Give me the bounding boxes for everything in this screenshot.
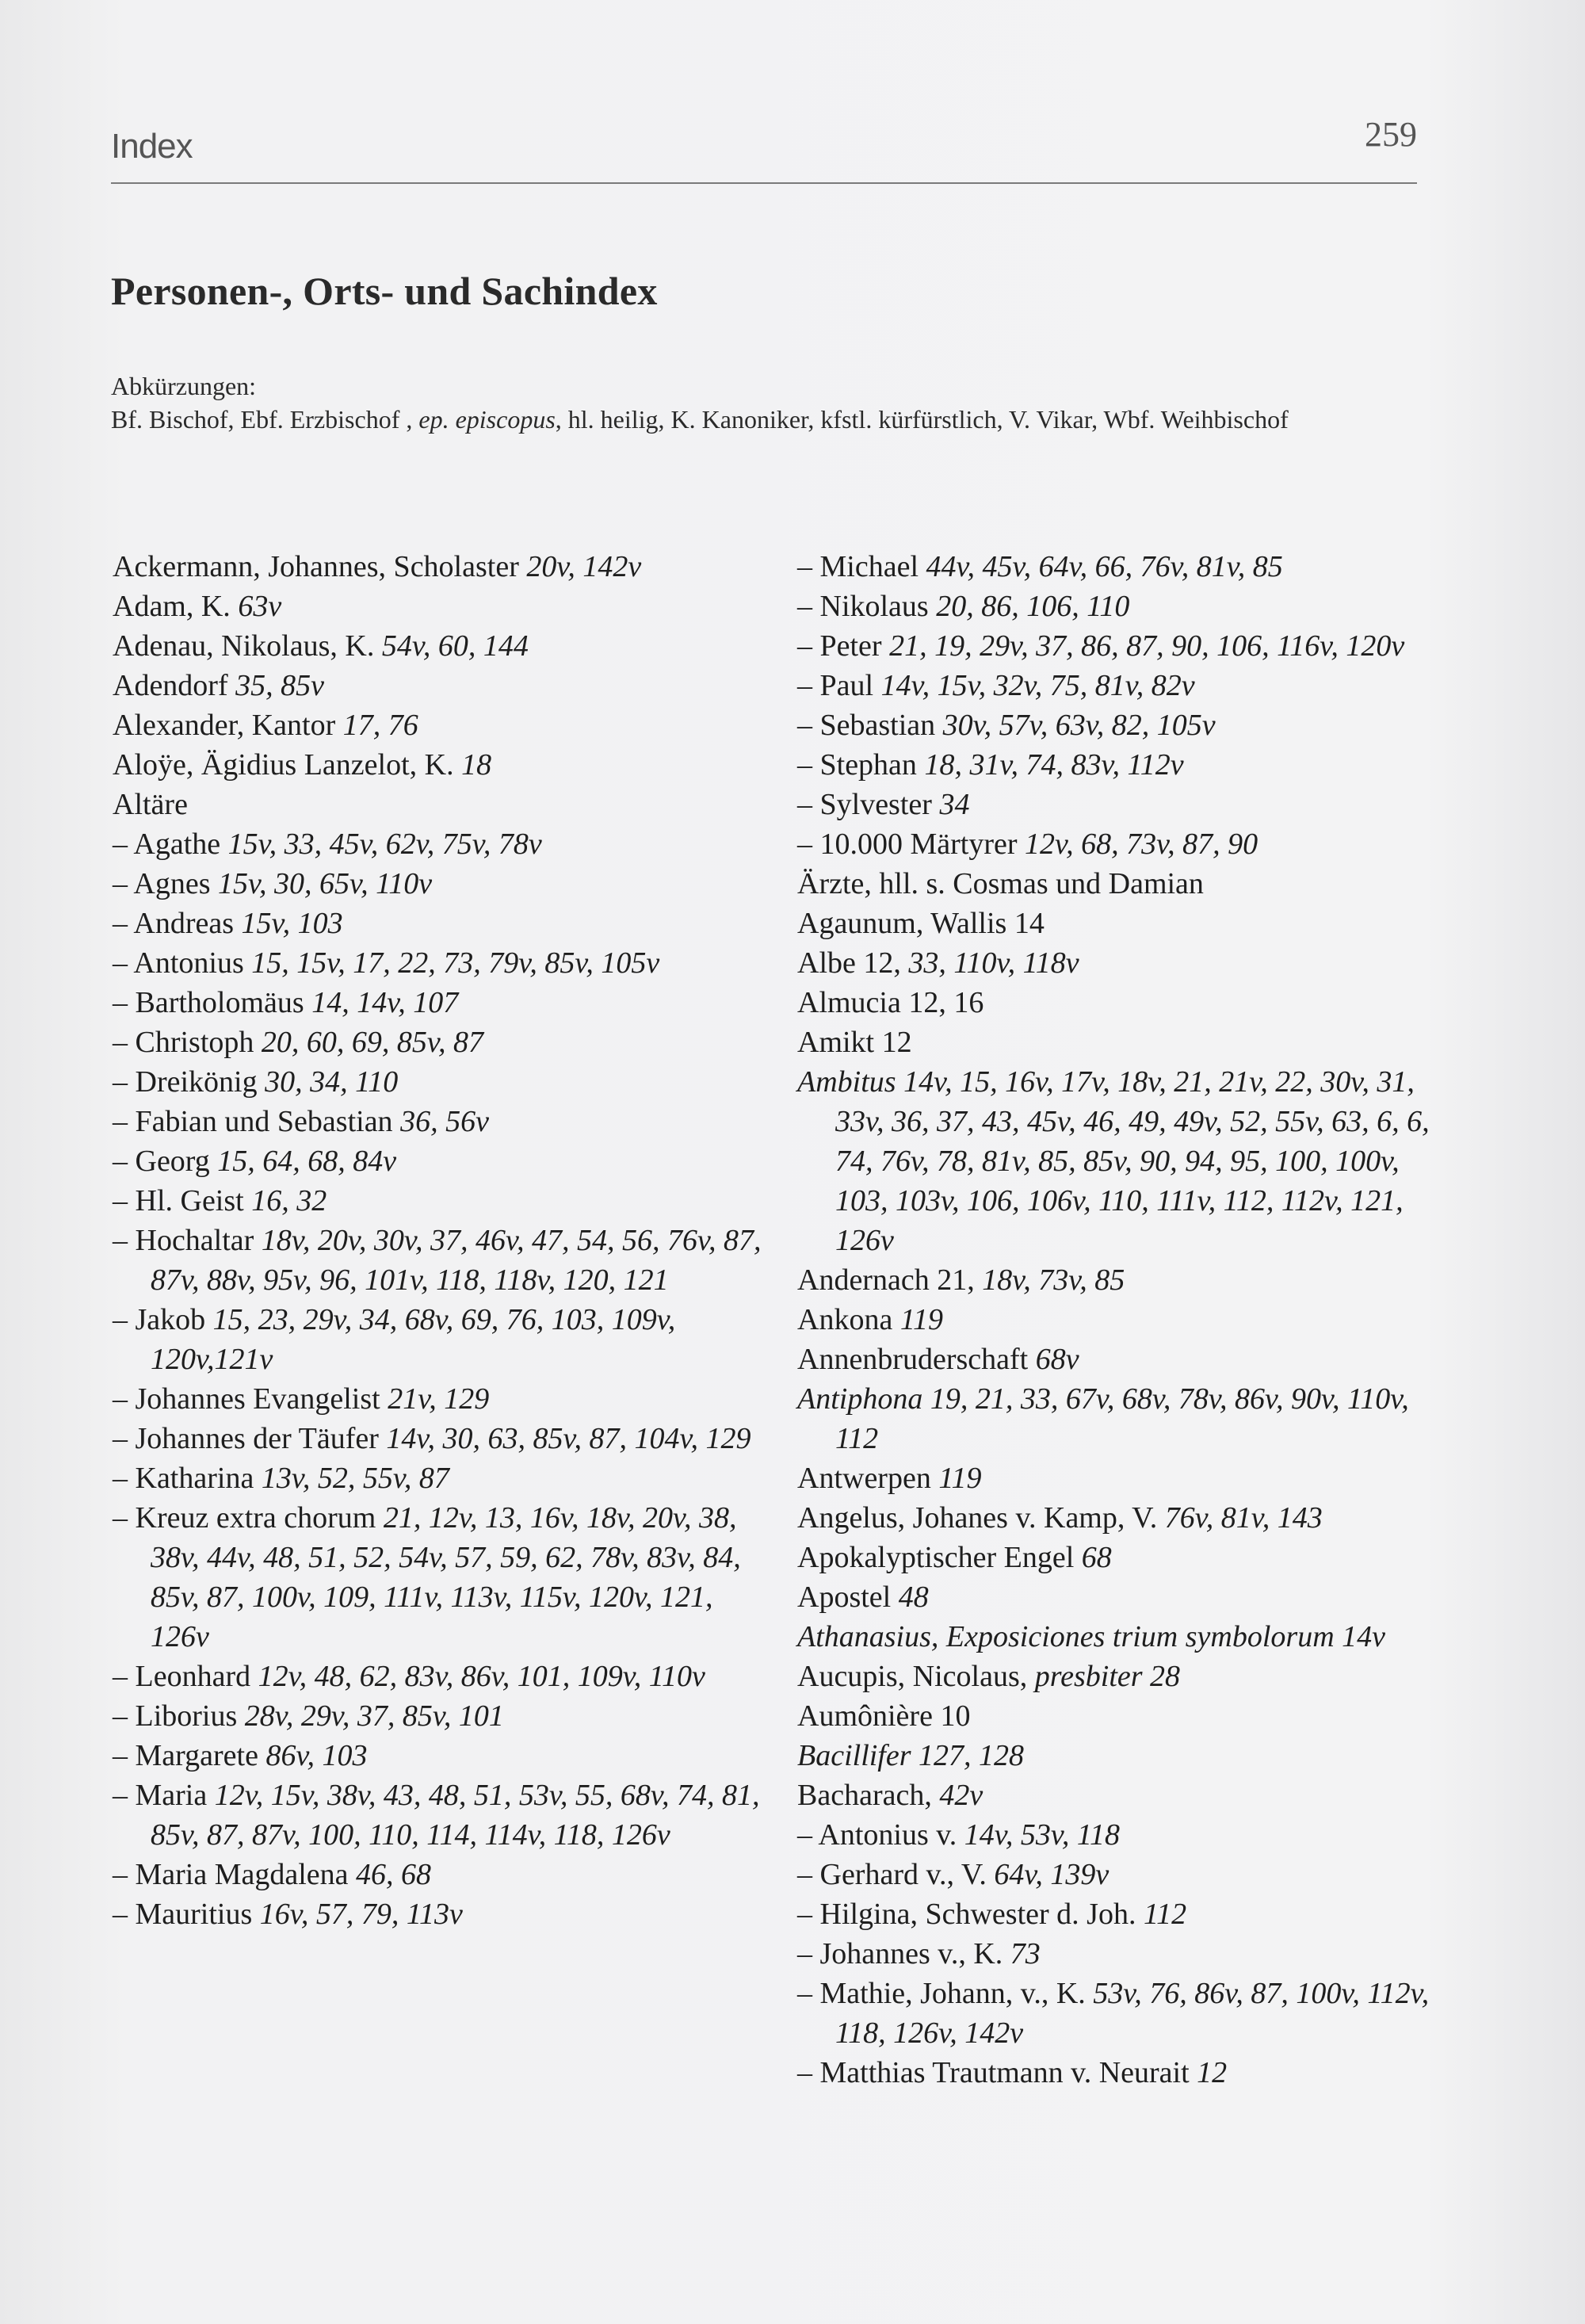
index-entry-refs: 44v, 45v, 64v, 66, 76v, 81v, 85 [926, 550, 1283, 583]
running-title: Index [111, 127, 193, 166]
index-entry-head: – Katharina [113, 1462, 262, 1495]
index-entry [113, 1181, 770, 1221]
index-entry-head: – Mauritius [113, 1898, 260, 1931]
index-entry [797, 1934, 1431, 1974]
index-entry-head: – Mathie, Johann, v., K. [797, 1977, 1094, 2010]
index-entry-head: Aucupis, Nicolaus, [797, 1660, 1035, 1693]
index-entry [113, 824, 770, 864]
index-entry-refs: 15, 64, 68, 84v [217, 1145, 397, 1178]
index-entry [797, 864, 1431, 904]
index-entry-refs: 12v, 68, 73v, 87, 90 [1025, 828, 1258, 861]
index-entry [797, 943, 1431, 983]
index-entry [797, 626, 1431, 666]
index-entry [797, 1022, 1431, 1062]
abbreviations-part-1: Bf. Bischof, Ebf. Erzbischof , [111, 405, 419, 434]
index-entry-refs: 12v, 48, 62, 83v, 86v, 101, 109v, 110v [258, 1660, 705, 1693]
index-entry [113, 547, 770, 587]
index-entry [113, 1498, 770, 1657]
index-entry [797, 1260, 1431, 1300]
index-entry-head: – Margarete [113, 1739, 266, 1772]
index-entry [113, 864, 770, 904]
index-entry-head: – Liborius [113, 1699, 245, 1733]
index-entry [113, 626, 770, 666]
index-entry [797, 1062, 1431, 1260]
index-entry-head: Albe 12, [797, 946, 909, 980]
index-entry-refs: 20v, 142v [526, 550, 642, 583]
index-entry [797, 587, 1431, 626]
index-entry-refs: 21, 19, 29v, 37, 86, 87, 90, 106, 116v, 120v [889, 629, 1405, 663]
index-entry-head: – Johannes v., K. [797, 1937, 1010, 1970]
index-entry [797, 1696, 1431, 1736]
index-entry-refs: 112 [1143, 1898, 1187, 1931]
index-column-right [797, 547, 1431, 2093]
index-column-left [113, 547, 770, 1934]
index-entry-refs: 119 [938, 1462, 982, 1495]
index-entry [113, 1102, 770, 1141]
index-entry-refs: 19, 21, 33, 67v, 68v, 78v, 86v, 90v, 110v, 112 [835, 1382, 1409, 1455]
index-entry-refs: 16v, 57, 79, 113v [259, 1898, 463, 1931]
index-entry-head: Agaunum, Wallis 14 [797, 907, 1045, 940]
index-entry [797, 547, 1431, 587]
index-entry [113, 666, 770, 705]
index-entry-head: – 10.000 Märtyrer [797, 828, 1025, 861]
index-entry-head: – Hilgina, Schwester d. Joh. [797, 1898, 1144, 1931]
index-entry [797, 1340, 1431, 1379]
index-entry-refs: 18 [461, 748, 492, 782]
index-entry-head: Antiphona [797, 1382, 930, 1416]
index-entry-refs: 14v, 15, 16v, 17v, 18v, 21, 21v, 22, 30v, 31, 33v, 36, 37, 43, 45v, 46, 49, 49v, 52, 55v, 63, 6, 6, 74, 76v, 78, 81v, 85, 85v, 90, 94, 95, 100, 100v, 103, 103v, 106, 106v, 110, 111v, 112, 112v, 121, 126v [835, 1065, 1430, 1257]
index-entry-head: – Dreikönig [113, 1065, 265, 1099]
index-entry-refs: 42v [939, 1779, 983, 1812]
index-entry [113, 1379, 770, 1419]
index-entry-head: Altäre [113, 788, 188, 821]
index-entry-head: Alexander, Kantor [113, 709, 343, 742]
index-entry [797, 745, 1431, 785]
index-entry [797, 2053, 1431, 2093]
index-entry-head: – Matthias Trautmann v. Neurait [797, 2056, 1197, 2089]
index-entry-head: Ärzte, hll. s. Cosmas und Damian [797, 867, 1204, 900]
index-entry-head: – Andreas [113, 907, 242, 940]
index-entry-refs: 12v, 15v, 38v, 43, 48, 51, 53v, 55, 68v, 74, 81, 85v, 87, 87v, 100, 110, 114, 114v, 118, 126v [151, 1779, 760, 1852]
index-entry [113, 1062, 770, 1102]
index-entry-refs: 18, 31v, 74, 83v, 112v [924, 748, 1184, 782]
index-entry-head: – Kreuz extra chorum [113, 1501, 384, 1535]
index-entry-head: Almucia 12, 16 [797, 986, 984, 1019]
index-entry-head: – Paul [797, 669, 881, 702]
index-entry-head: – Jakob [113, 1303, 213, 1336]
index-entry-refs: 127, 128 [919, 1739, 1025, 1772]
index-entry-head: Adendorf [113, 669, 236, 702]
index-entry-head: – Antonius [113, 946, 252, 980]
index-entry [113, 1221, 770, 1300]
index-entry-head: – Antonius v. [797, 1818, 964, 1852]
index-entry [797, 666, 1431, 705]
index-entry-refs: 14, 14v, 107 [311, 986, 459, 1019]
index-entry-refs: 16, 32 [251, 1184, 327, 1217]
index-entry [797, 1657, 1431, 1696]
index-entry [113, 1894, 770, 1934]
index-entry-refs: 35, 85v [235, 669, 324, 702]
index-entry-refs: 30, 34, 110 [265, 1065, 399, 1099]
index-entry-refs: 18v, 20v, 30v, 37, 46v, 47, 54, 56, 76v, 87, 87v, 88v, 95v, 96, 101v, 118, 118v, 120, 121 [151, 1224, 762, 1297]
index-entry [113, 1736, 770, 1775]
index-entry-refs: 36, 56v [400, 1105, 489, 1138]
index-entry [113, 1300, 770, 1379]
running-header [111, 115, 1417, 184]
index-entry-refs: 21, 12v, 13, 16v, 18v, 20v, 38, 38v, 44v, 48, 51, 52, 54v, 57, 59, 62, 78v, 83v, 84, 85v, 87, 100v, 109, 111v, 113v, 115v, 120v, 121, 126v [151, 1501, 741, 1653]
index-entry [113, 745, 770, 785]
index-entry-head: – Agnes [113, 867, 218, 900]
index-entry-refs: 14v [1342, 1620, 1386, 1653]
index-entry-head: Ankona [797, 1303, 900, 1336]
section-title: Personen-, Orts- und Sachindex [111, 269, 658, 313]
index-entry [797, 904, 1431, 943]
index-entry [113, 587, 770, 626]
index-entry-refs: 48 [898, 1581, 929, 1614]
index-entry [797, 1538, 1431, 1577]
index-entry [113, 904, 770, 943]
index-entry [113, 1855, 770, 1894]
index-entry-head: Apostel [797, 1581, 899, 1614]
index-entry [797, 1894, 1431, 1934]
index-entry-refs: 63v [238, 590, 282, 623]
index-entry-head: – Agathe [113, 828, 228, 861]
index-entry-refs: 34 [939, 788, 970, 821]
index-entry [113, 785, 770, 824]
index-entry [113, 983, 770, 1022]
index-entry-head: Andernach 21, [797, 1263, 983, 1297]
index-entry-head: Ambitus [797, 1065, 904, 1099]
index-entry-refs: 64v, 139v [994, 1858, 1110, 1891]
index-entry-head: Antwerpen [797, 1462, 939, 1495]
index-entry-refs: presbiter 28 [1034, 1660, 1181, 1693]
index-entry-head: – Bartholomäus [113, 986, 312, 1019]
index-entry [113, 1419, 770, 1458]
index-entry-head: – Johannes der Täufer [113, 1422, 387, 1455]
index-entry [113, 1141, 770, 1181]
index-entry [113, 1458, 770, 1498]
index-entry [113, 705, 770, 745]
index-entry-refs: 46, 68 [356, 1858, 432, 1891]
abbreviations-ep: ep. episcopus [418, 405, 556, 434]
index-entry [113, 1775, 770, 1855]
index-entry-refs: 12 [1197, 2056, 1228, 2089]
index-entry-head: Ackermann, Johannes, Scholaster [113, 550, 527, 583]
index-entry-refs: 21v, 129 [388, 1382, 490, 1416]
index-entry [797, 1458, 1431, 1498]
index-entry-head: Apokalyptischer Engel [797, 1541, 1082, 1574]
abbreviations-part-2: , hl. heilig, K. Kanoniker, kfstl. kürfürstlich, V. Vikar, Wbf. Weihbischof [555, 405, 1289, 434]
index-entry [797, 1736, 1431, 1775]
index-entry-head: – Michael [797, 550, 926, 583]
index-entry-head: – Leonhard [113, 1660, 258, 1693]
index-entry-refs: 13v, 52, 55v, 87 [261, 1462, 449, 1495]
index-entry-refs: 14v, 30, 63, 85v, 87, 104v, 129 [386, 1422, 751, 1455]
index-entry [797, 1300, 1431, 1340]
index-entry-head: – Sylvester [797, 788, 940, 821]
index-entry [113, 943, 770, 983]
abbreviations-text [111, 403, 1395, 436]
index-entry-head: Aloÿe, Ägidius Lanzelot, K. [113, 748, 462, 782]
index-entry-refs: 20, 60, 69, 85v, 87 [261, 1026, 483, 1059]
index-entry-head: – Nikolaus [797, 590, 937, 623]
index-entry-refs: 53v, 76, 86v, 87, 100v, 112v, 118, 126v, 142v [835, 1977, 1430, 2050]
index-entry-head: – Fabian und Sebastian [113, 1105, 401, 1138]
index-entry-head: – Maria [113, 1779, 215, 1812]
index-entry [797, 785, 1431, 824]
index-entry [797, 1775, 1431, 1815]
index-entry-head: – Georg [113, 1145, 218, 1178]
index-entry [797, 1617, 1431, 1657]
index-entry-refs: 86v, 103 [265, 1739, 368, 1772]
index-entry [113, 1657, 770, 1696]
index-entry-refs: 68v [1035, 1343, 1079, 1376]
index-entry [113, 1696, 770, 1736]
index-entry [797, 1379, 1431, 1458]
index-entry-head: – Johannes Evangelist [113, 1382, 388, 1416]
index-entry-refs: 30v, 57v, 63v, 82, 105v [942, 709, 1216, 742]
index-entry-refs: 28v, 29v, 37, 85v, 101 [244, 1699, 504, 1733]
index-entry-refs: 14v, 15v, 32v, 75, 81v, 82v [880, 669, 1195, 702]
index-entry-head: Annenbruderschaft [797, 1343, 1036, 1376]
index-entry-head: – Stephan [797, 748, 925, 782]
index-entry-refs: 15, 15v, 17, 22, 73, 79v, 85v, 105v [251, 946, 660, 980]
index-entry-refs: 119 [899, 1303, 943, 1336]
index-entry-refs: 15v, 33, 45v, 62v, 75v, 78v [227, 828, 542, 861]
index-entry-refs: 15v, 30, 65v, 110v [218, 867, 433, 900]
index-entry [797, 705, 1431, 745]
index-entry-refs: 15, 23, 29v, 34, 68v, 69, 76, 103, 109v, 120v,121v [151, 1303, 676, 1376]
index-entry-refs: 20, 86, 106, 110 [936, 590, 1130, 623]
index-entry-head: – Sebastian [797, 709, 943, 742]
index-entry-refs: 54v, 60, 144 [381, 629, 529, 663]
index-entry-head: – Gerhard v., V. [797, 1858, 995, 1891]
index-entry-head: Bacharach, [797, 1779, 940, 1812]
index-entry [797, 983, 1431, 1022]
index-entry-head: Adam, K. [113, 590, 239, 623]
page-number: 259 [1365, 115, 1417, 154]
index-entry-refs: 18v, 73v, 85 [982, 1263, 1125, 1297]
index-entry-head: – Maria Magdalena [113, 1858, 357, 1891]
abbreviations-block [111, 369, 1395, 436]
index-entry [797, 1815, 1431, 1855]
index-entry-head: Aumônière 10 [797, 1699, 971, 1733]
index-entry [797, 1855, 1431, 1894]
index-entry-head: Adenau, Nikolaus, K. [113, 629, 382, 663]
index-entry-head: Amikt 12 [797, 1026, 912, 1059]
index-entry-head: Angelus, Johanes v. Kamp, V. [797, 1501, 1165, 1535]
index-entry [797, 1498, 1431, 1538]
index-entry-refs: 17, 76 [342, 709, 418, 742]
index-entry-refs: 68 [1081, 1541, 1112, 1574]
index-entry-head: Bacillifer [797, 1739, 919, 1772]
index-entry-head: – Hochaltar [113, 1224, 262, 1257]
index-entry-head: Athanasius, Exposiciones trium symbolorum [797, 1620, 1342, 1653]
index-entry [797, 1577, 1431, 1617]
index-entry-head: – Christoph [113, 1026, 262, 1059]
index-entry-head: – Hl. Geist [113, 1184, 252, 1217]
index-entry-refs: 73 [1010, 1937, 1041, 1970]
index-entry [797, 1974, 1431, 2053]
abbreviations-label: Abkürzungen: [111, 372, 257, 400]
index-entry [113, 1022, 770, 1062]
index-entry-refs: 76v, 81v, 143 [1164, 1501, 1323, 1535]
index-entry-refs: 15v, 103 [241, 907, 343, 940]
index-entry-refs: 14v, 53v, 118 [964, 1818, 1121, 1852]
index-entry [797, 824, 1431, 864]
index-entry-head: – Peter [797, 629, 890, 663]
index-entry-refs: 33, 110v, 118v [908, 946, 1079, 980]
